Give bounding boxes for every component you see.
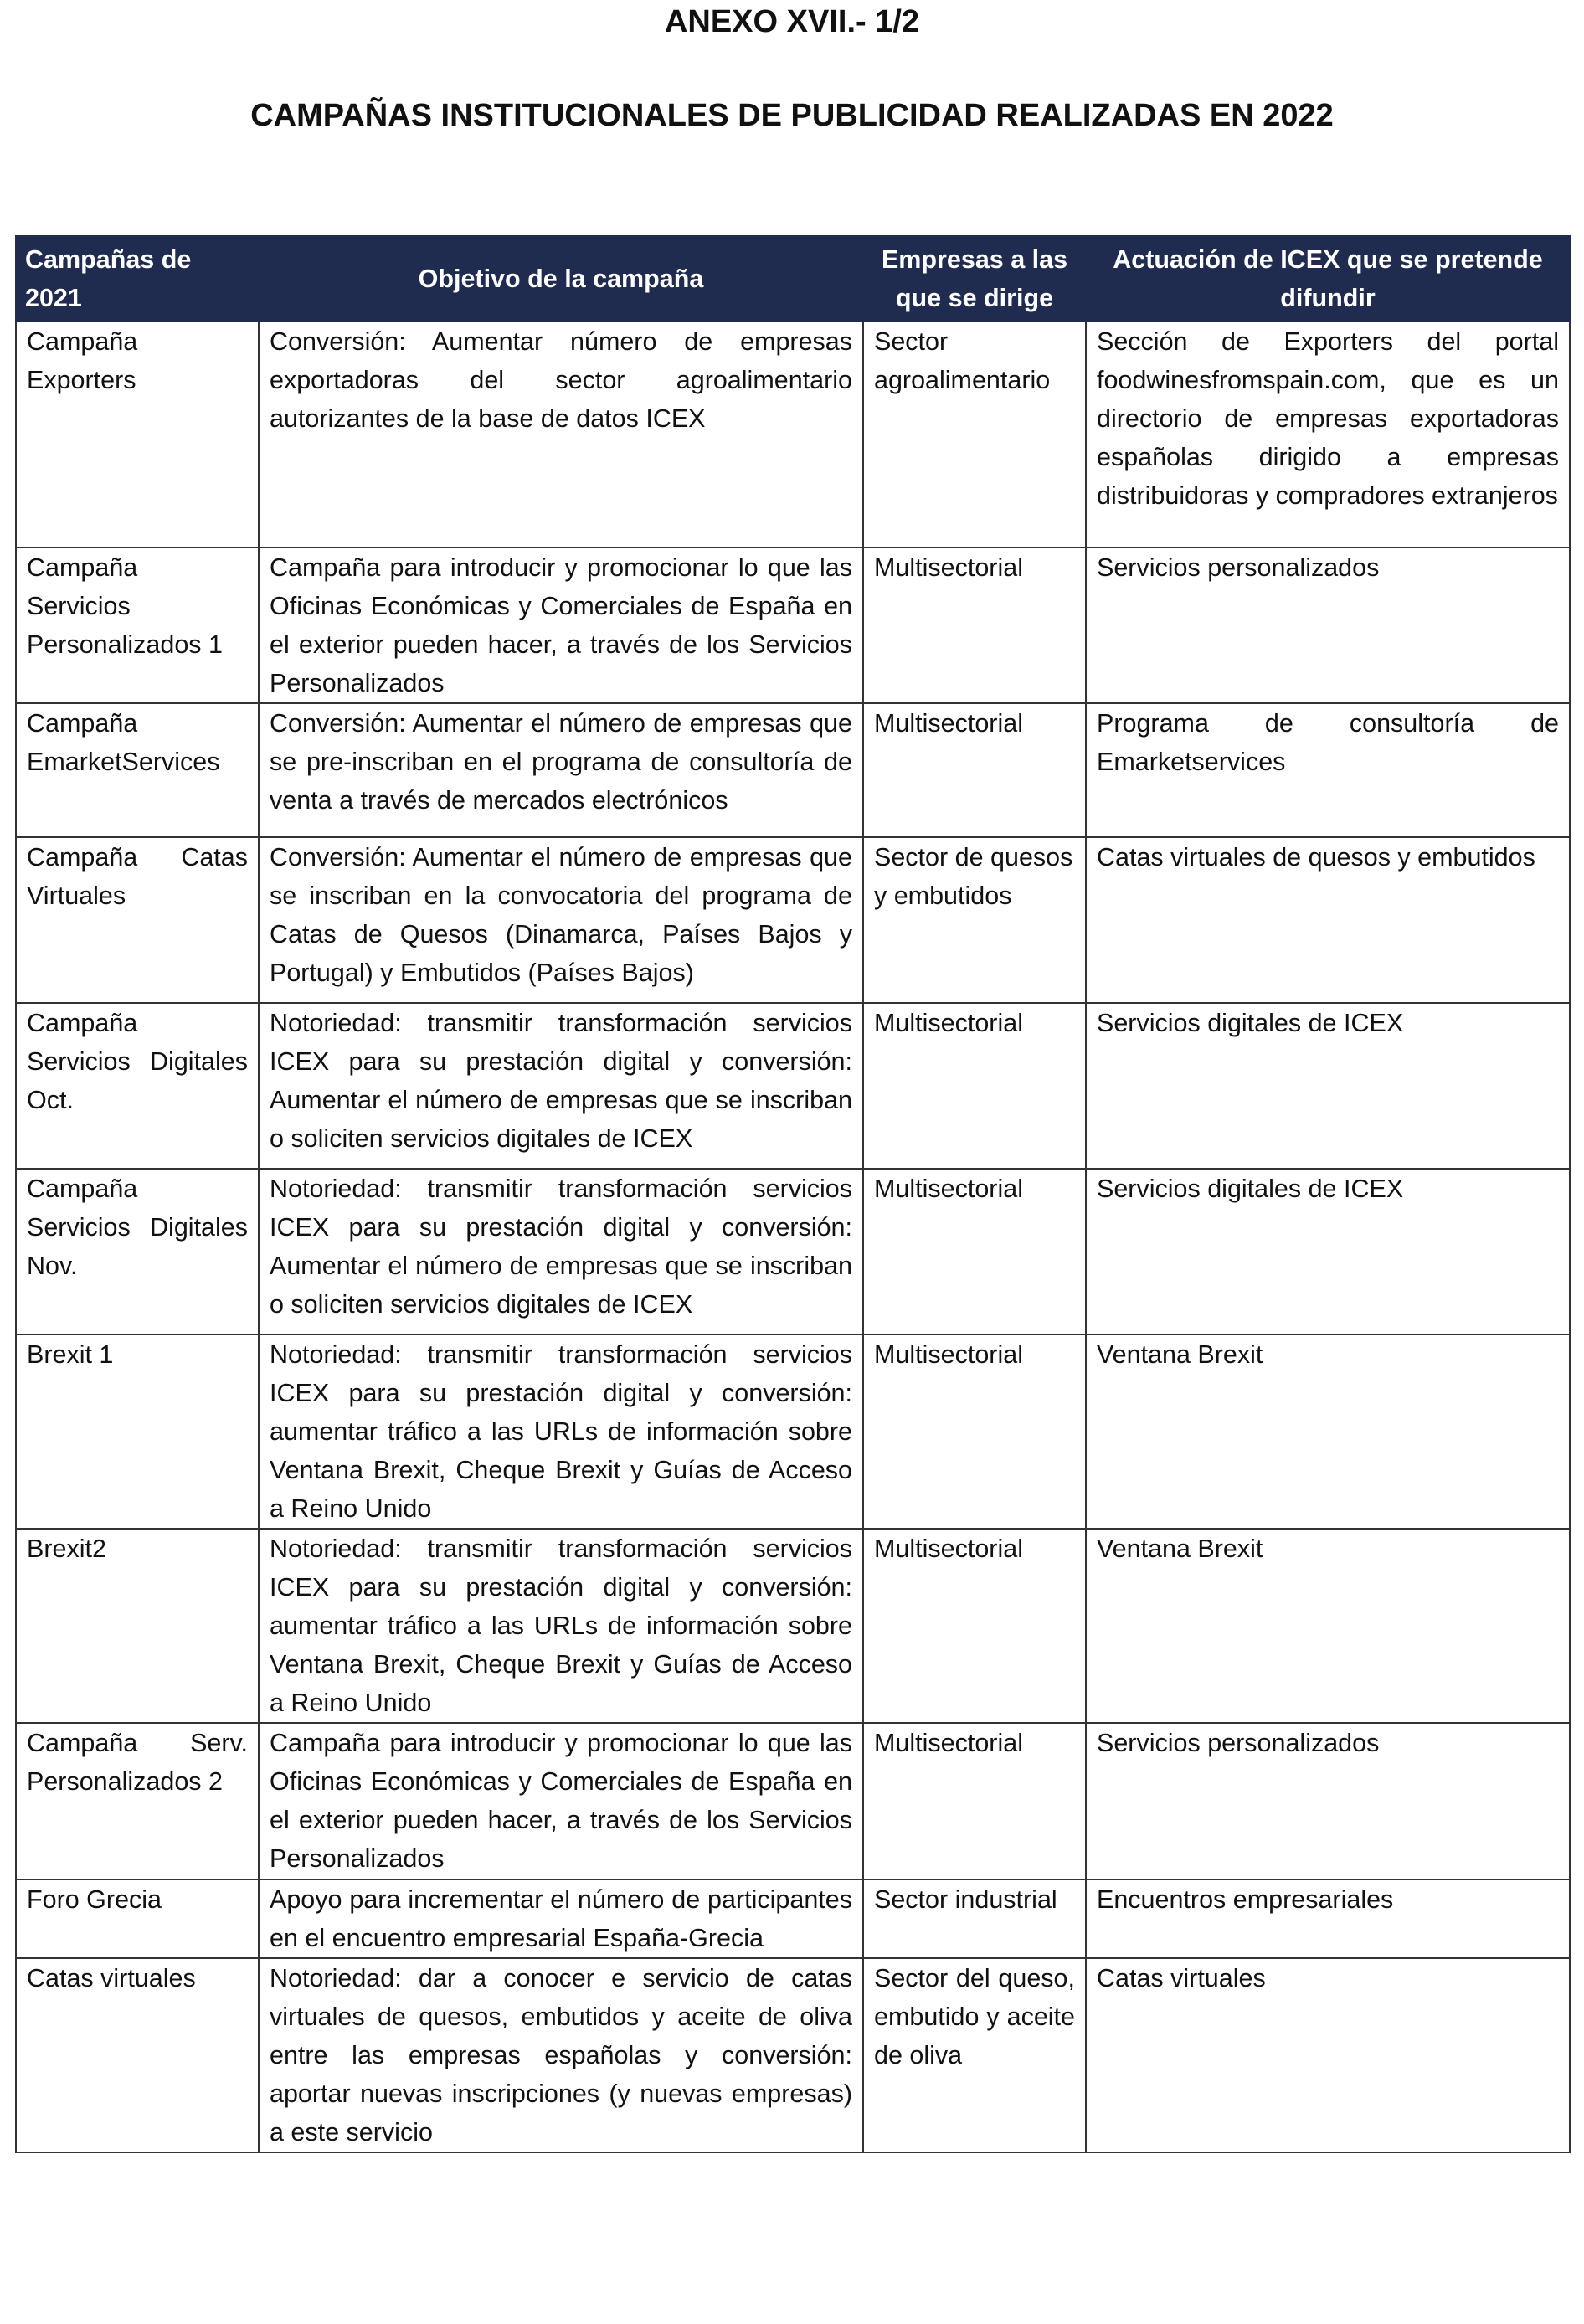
header-campaign: Campañas de 2021 <box>16 236 259 321</box>
table-row <box>16 1958 1570 2152</box>
cell-objective: Notoriedad: transmitir transformación servicios ICEX para su prestación digital y conversión: aumentar tráfico a las URLs de información sobre Ventana Brexit, Cheque Brexit y Guías de Acceso a Reino Unido <box>259 1334 863 1529</box>
table-row <box>16 548 1570 703</box>
cell-action: Ventana Brexit <box>1086 1334 1570 1529</box>
table-row <box>16 1529 1570 1723</box>
cell-campaign: Catas virtuales <box>16 1958 259 2152</box>
table-row <box>16 1334 1570 1529</box>
cell-action: Programa de consultoría de Emarketservices <box>1086 703 1570 837</box>
cell-objective: Campaña para introducir y promocionar lo que las Oficinas Económicas y Comerciales de España en el exterior pueden hacer, a través de los Servicios Personalizados <box>259 548 863 703</box>
cell-action: Servicios personalizados <box>1086 548 1570 703</box>
cell-action: Encuentros empresariales <box>1086 1879 1570 1958</box>
table-row <box>16 837 1570 1003</box>
cell-objective: Conversión: Aumentar el número de empresas que se inscriban en la convocatoria del programa de Catas de Quesos (Dinamarca, Países Bajos y Portugal) y Embutidos (Países Bajos) <box>259 837 863 1003</box>
cell-target: Multisectorial <box>863 1003 1086 1169</box>
cell-target: Multisectorial <box>863 1529 1086 1723</box>
table-row <box>16 1169 1570 1334</box>
cell-action: Catas virtuales de quesos y embutidos <box>1086 837 1570 1003</box>
page-title: ANEXO XVII.- 1/2 <box>664 4 920 39</box>
cell-action: Servicios digitales de ICEX <box>1086 1169 1570 1334</box>
cell-objective: Apoyo para incrementar el número de participantes en el encuentro empresarial España-Grecia <box>259 1879 863 1958</box>
header-objective: Objetivo de la campaña <box>259 236 863 321</box>
cell-target: Multisectorial <box>863 1334 1086 1529</box>
cell-campaign: Campaña Catas Virtuales <box>16 837 259 1003</box>
cell-target: Sector del queso, embutido y aceite de oliva <box>863 1958 1086 2152</box>
cell-objective: Conversión: Aumentar el número de empresas que se pre-inscriban en el programa de consultoría de venta a través de mercados electrónicos <box>259 703 863 837</box>
cell-objective: Notoriedad: transmitir transformación servicios ICEX para su prestación digital y conversión: Aumentar el número de empresas que se inscriban o soliciten servicios digitales de ICEX <box>259 1003 863 1169</box>
cell-action: Sección de Exporters del portal foodwinesfromspain.com, que es un directorio de empresas exportadoras españolas dirigido a empresas distribuidoras y compradores extranjeros <box>1086 321 1570 548</box>
cell-campaign: Campaña Exporters <box>16 321 259 548</box>
header-target: Empresas a las que se dirige <box>863 236 1086 321</box>
cell-campaign: Campaña Servicios Digitales Oct. <box>16 1003 259 1169</box>
cell-target: Multisectorial <box>863 703 1086 837</box>
cell-campaign: Foro Grecia <box>16 1879 259 1958</box>
cell-target: Sector de quesos y embutidos <box>863 837 1086 1003</box>
campaigns-table <box>15 235 1571 2153</box>
cell-target: Multisectorial <box>863 1723 1086 1879</box>
cell-campaign: Brexit 1 <box>16 1334 259 1529</box>
cell-campaign: Campaña Servicios Digitales Nov. <box>16 1169 259 1334</box>
table-header <box>16 236 1570 321</box>
table-row <box>16 321 1570 548</box>
cell-action: Catas virtuales <box>1086 1958 1570 2152</box>
cell-objective: Notoriedad: transmitir transformación servicios ICEX para su prestación digital y conversión: Aumentar el número de empresas que se inscriban o soliciten servicios digitales de ICEX <box>259 1169 863 1334</box>
cell-action: Servicios personalizados <box>1086 1723 1570 1879</box>
cell-target: Multisectorial <box>863 1169 1086 1334</box>
cell-action: Ventana Brexit <box>1086 1529 1570 1723</box>
cell-objective: Campaña para introducir y promocionar lo que las Oficinas Económicas y Comerciales de España en el exterior pueden hacer, a través de los Servicios Personalizados <box>259 1723 863 1879</box>
table-row <box>16 1003 1570 1169</box>
table-row <box>16 1723 1570 1879</box>
cell-objective: Notoriedad: transmitir transformación servicios ICEX para su prestación digital y conversión: aumentar tráfico a las URLs de información sobre Ventana Brexit, Cheque Brexit y Guías de Acceso a Reino Unido <box>259 1529 863 1723</box>
cell-campaign: Campaña EmarketServices <box>16 703 259 837</box>
cell-campaign: Campaña Serv. Personalizados 2 <box>16 1723 259 1879</box>
cell-target: Sector industrial <box>863 1879 1086 1958</box>
cell-objective: Conversión: Aumentar número de empresas exportadoras del sector agroalimentario autorizantes de la base de datos ICEX <box>259 321 863 548</box>
page-subtitle: CAMPAÑAS INSTITUCIONALES DE PUBLICIDAD REALIZADAS EN 2022 <box>250 98 1334 133</box>
table-row <box>16 703 1570 837</box>
table-body <box>16 321 1570 2152</box>
header-row <box>16 236 1570 321</box>
table-row <box>16 1879 1570 1958</box>
cell-target: Sector agroalimentario <box>863 321 1086 548</box>
header-action: Actuación de ICEX que se pretende difundir <box>1086 236 1570 321</box>
cell-target: Multisectorial <box>863 548 1086 703</box>
cell-campaign: Campaña Servicios Personalizados 1 <box>16 548 259 703</box>
cell-objective: Notoriedad: dar a conocer e servicio de catas virtuales de quesos, embutidos y aceite de oliva entre las empresas españolas y conversión: aportar nuevas inscripciones (y nuevas empresas) a este servicio <box>259 1958 863 2152</box>
cell-campaign: Brexit2 <box>16 1529 259 1723</box>
cell-action: Servicios digitales de ICEX <box>1086 1003 1570 1169</box>
